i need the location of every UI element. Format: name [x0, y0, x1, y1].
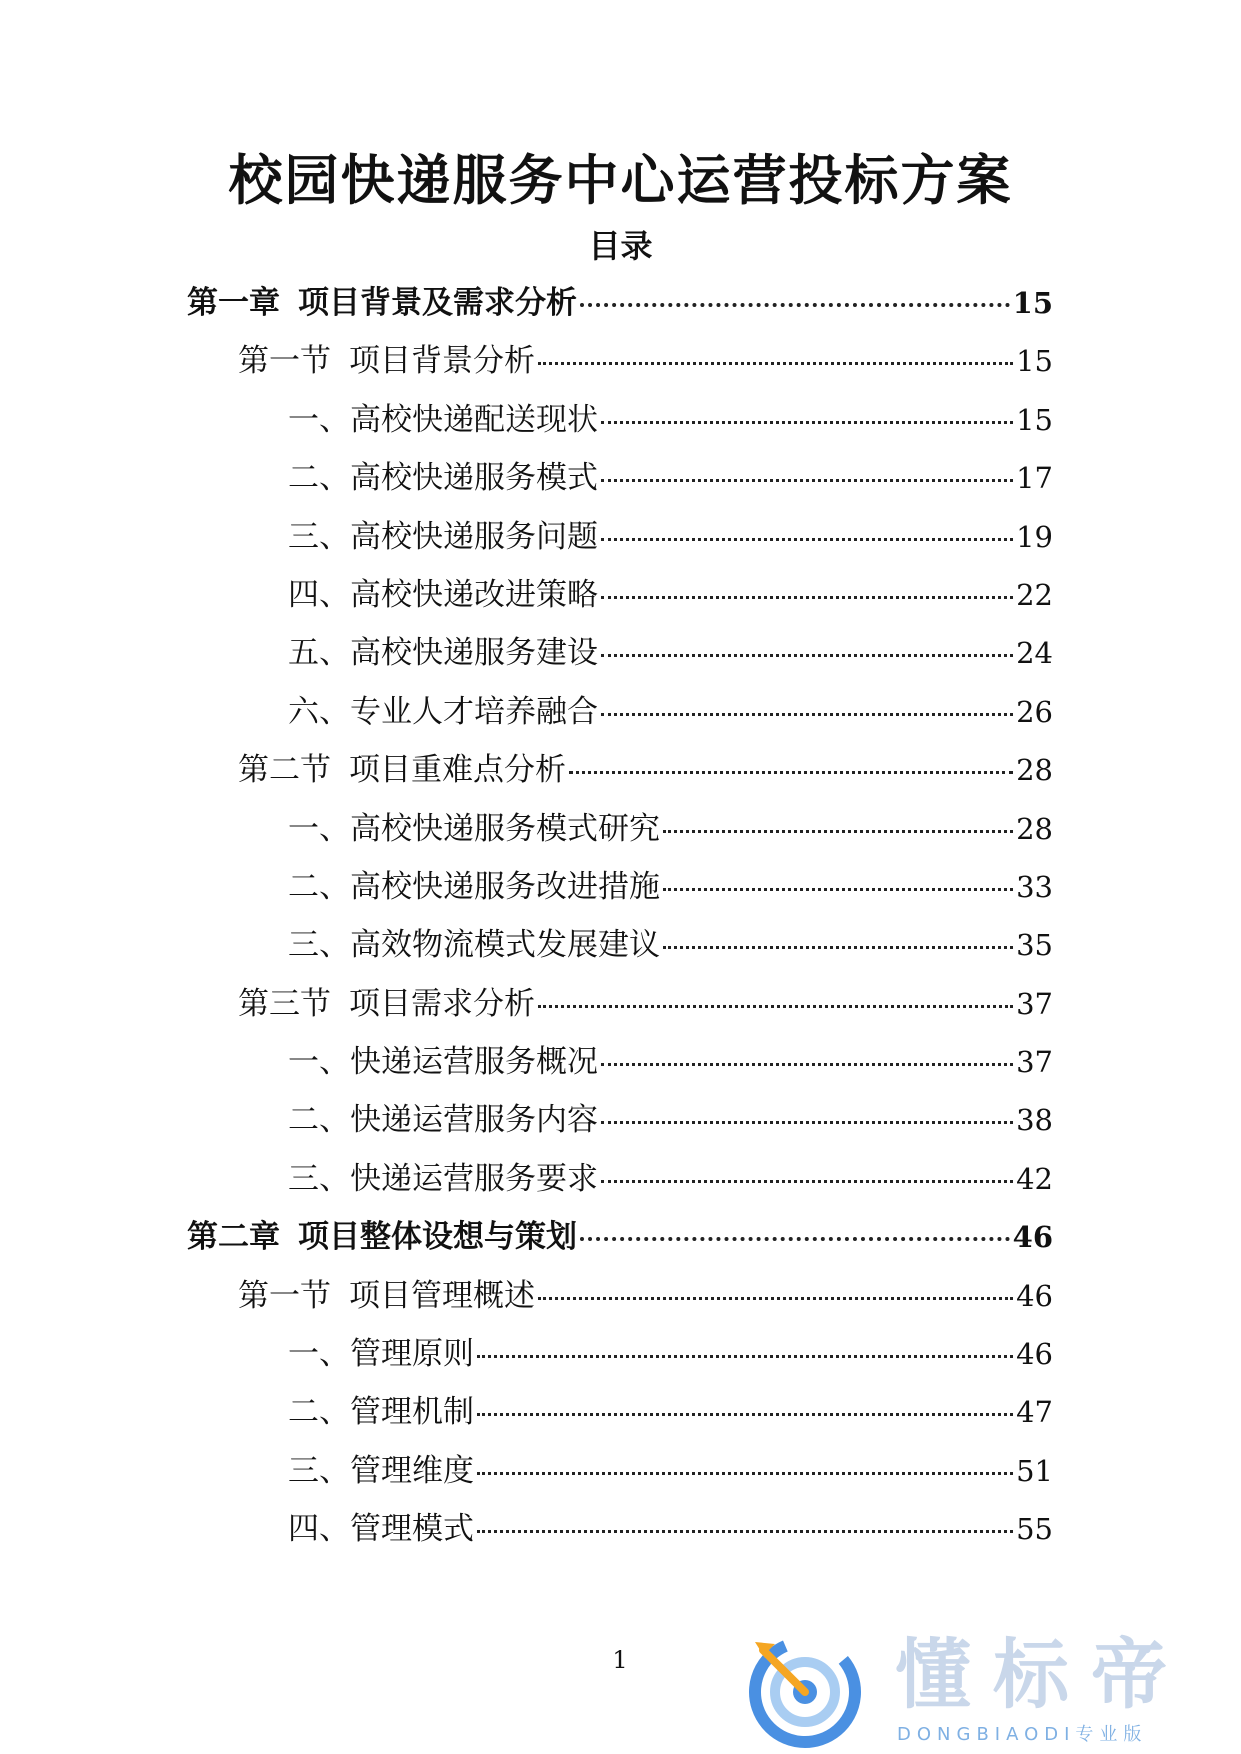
- toc-entry[interactable]: [0, 745, 1241, 803]
- toc-leader-dots: [601, 479, 1013, 482]
- toc-entry-page: 55: [1016, 1512, 1053, 1547]
- toc-entry-title: 项目需求分析: [349, 985, 535, 1022]
- toc-entry-label: 一、: [288, 810, 350, 847]
- toc-leader-dots: [601, 1121, 1013, 1124]
- toc-entry[interactable]: [0, 453, 1241, 511]
- watermark-brand: 懂标帝: [895, 1630, 1189, 1719]
- toc-entry[interactable]: [0, 1329, 1241, 1387]
- toc-entry[interactable]: [0, 1037, 1241, 1095]
- toc-leader-dots: [601, 596, 1013, 599]
- toc-entry[interactable]: [0, 1095, 1241, 1153]
- toc-entry-title: 快递运营服务概况: [350, 1044, 598, 1081]
- toc-entry-page: 46: [1016, 1337, 1053, 1372]
- toc-leader-dots: [663, 888, 1013, 891]
- toc-entry[interactable]: [0, 920, 1241, 978]
- toc-entry-title: 高校快递服务建设: [350, 635, 598, 672]
- toc-entry-title: 管理机制: [350, 1394, 474, 1431]
- toc-leader-dots: [601, 421, 1013, 424]
- toc-entry[interactable]: [0, 1446, 1241, 1504]
- toc-entry-title: 快递运营服务要求: [350, 1160, 598, 1197]
- toc-entry-title: 高校快递服务问题: [350, 518, 598, 555]
- toc-entry-label: 三、: [288, 1452, 350, 1489]
- toc-entry-label: 三、: [288, 518, 350, 555]
- toc-leader-dots: [538, 1297, 1013, 1300]
- toc-entry-page: 33: [1016, 869, 1053, 904]
- toc-leader-dots: [601, 1180, 1013, 1183]
- table-of-contents: [0, 278, 1241, 1563]
- toc-leader-dots: [580, 1237, 1010, 1241]
- toc-entry-label: 二、: [288, 1394, 350, 1431]
- toc-entry[interactable]: [0, 628, 1241, 686]
- toc-entry[interactable]: [0, 570, 1241, 628]
- toc-entry-page: 37: [1016, 1045, 1053, 1080]
- toc-entry[interactable]: [0, 278, 1241, 336]
- toc-entry[interactable]: [0, 687, 1241, 745]
- toc-entry[interactable]: [0, 979, 1241, 1037]
- toc-leader-dots: [477, 1413, 1013, 1416]
- toc-entry-title: 管理模式: [350, 1511, 474, 1548]
- toc-entry-page: 38: [1016, 1103, 1053, 1138]
- toc-entry[interactable]: [0, 862, 1241, 920]
- toc-entry-page: 47: [1016, 1395, 1053, 1430]
- toc-entry-title: 项目背景分析: [349, 343, 535, 380]
- toc-entry-page: 22: [1016, 577, 1053, 612]
- toc-entry[interactable]: [0, 1212, 1241, 1270]
- toc-entry-label: 四、: [288, 576, 350, 613]
- toc-entry-title: 高效物流模式发展建议: [350, 927, 660, 964]
- toc-entry-page: 51: [1016, 1453, 1053, 1488]
- toc-entry[interactable]: [0, 512, 1241, 570]
- toc-entry-page: 24: [1016, 636, 1053, 671]
- toc-leader-dots: [601, 713, 1013, 716]
- toc-entry-page: 17: [1016, 461, 1053, 496]
- toc-entry-page: 19: [1016, 519, 1053, 554]
- toc-entry-label: 第一节: [238, 1277, 331, 1314]
- toc-entry-page: 15: [1016, 344, 1053, 379]
- toc-entry-page: 46: [1016, 1278, 1053, 1313]
- toc-entry-label: 三、: [288, 927, 350, 964]
- page-number: 1: [612, 1646, 628, 1674]
- toc-entry-title: 项目背景及需求分析: [298, 285, 577, 321]
- toc-entry-title: 项目管理概述: [349, 1277, 535, 1314]
- toc-entry[interactable]: [0, 804, 1241, 862]
- toc-heading: 目录: [588, 227, 653, 265]
- toc-entry-title: 快递运营服务内容: [350, 1102, 598, 1139]
- toc-entry[interactable]: [0, 336, 1241, 394]
- toc-leader-dots: [601, 654, 1013, 657]
- toc-entry[interactable]: [0, 1154, 1241, 1212]
- toc-entry-page: 37: [1016, 986, 1053, 1021]
- toc-entry-label: 二、: [288, 1102, 350, 1139]
- toc-entry-page: 15: [1016, 402, 1053, 437]
- toc-entry-title: 管理维度: [350, 1452, 474, 1489]
- toc-leader-dots: [569, 771, 1013, 774]
- toc-entry-title: 项目整体设想与策划: [298, 1219, 577, 1256]
- toc-entry-title: 高校快递服务模式研究: [350, 810, 660, 847]
- document-title: 校园快递服务中心运营投标方案: [228, 148, 1013, 212]
- toc-entry-title: 项目重难点分析: [349, 752, 566, 789]
- toc-leader-dots: [663, 830, 1013, 833]
- toc-entry-page: 46: [1012, 1220, 1053, 1255]
- toc-entry-page: 15: [1012, 286, 1053, 320]
- toc-entry[interactable]: [0, 1387, 1241, 1445]
- toc-entry[interactable]: [0, 1504, 1241, 1562]
- toc-leader-dots: [477, 1472, 1013, 1475]
- toc-entry-page: 26: [1016, 694, 1053, 729]
- toc-entry-label: 一、: [288, 401, 350, 438]
- toc-entry-title: 高校快递服务模式: [350, 460, 598, 497]
- target-arrow-icon: [745, 1620, 875, 1750]
- toc-entry-title: 高校快递改进策略: [350, 576, 598, 613]
- toc-leader-dots: [580, 303, 1010, 307]
- toc-leader-dots: [601, 1063, 1013, 1066]
- toc-entry-page: 28: [1016, 753, 1053, 788]
- toc-leader-dots: [663, 946, 1013, 949]
- toc-entry-title: 高校快递配送现状: [350, 401, 598, 438]
- toc-entry-page: 35: [1016, 928, 1053, 963]
- toc-entry-title: 管理原则: [350, 1336, 474, 1373]
- toc-entry[interactable]: [0, 395, 1241, 453]
- toc-entry-page: 28: [1016, 811, 1053, 846]
- toc-entry-title: 专业人才培养融合: [350, 693, 598, 730]
- toc-entry-label: 三、: [288, 1160, 350, 1197]
- toc-entry-page: 42: [1016, 1161, 1053, 1196]
- toc-entry[interactable]: [0, 1271, 1241, 1329]
- toc-entry-title: 高校快递服务改进措施: [350, 868, 660, 905]
- toc-entry-label: 一、: [288, 1336, 350, 1373]
- toc-leader-dots: [477, 1355, 1013, 1358]
- toc-entry-label: 六、: [288, 693, 350, 730]
- toc-entry-label: 二、: [288, 868, 350, 905]
- toc-entry-label: 第三节: [238, 985, 331, 1022]
- watermark-subtitle: DONGBIAODI专业版: [897, 1724, 1148, 1745]
- toc-entry-label: 第二章: [187, 1219, 280, 1256]
- toc-leader-dots: [601, 538, 1013, 541]
- toc-entry-label: 第二节: [238, 752, 331, 789]
- toc-entry-label: 五、: [288, 635, 350, 672]
- toc-entry-label: 一、: [288, 1044, 350, 1081]
- toc-entry-label: 四、: [288, 1511, 350, 1548]
- toc-leader-dots: [538, 1005, 1013, 1008]
- toc-entry-label: 二、: [288, 460, 350, 497]
- toc-leader-dots: [538, 362, 1013, 365]
- toc-leader-dots: [477, 1530, 1013, 1533]
- toc-entry-label: 第一节: [238, 343, 331, 380]
- toc-entry-label: 第一章: [187, 285, 280, 321]
- watermark: [745, 1620, 1235, 1750]
